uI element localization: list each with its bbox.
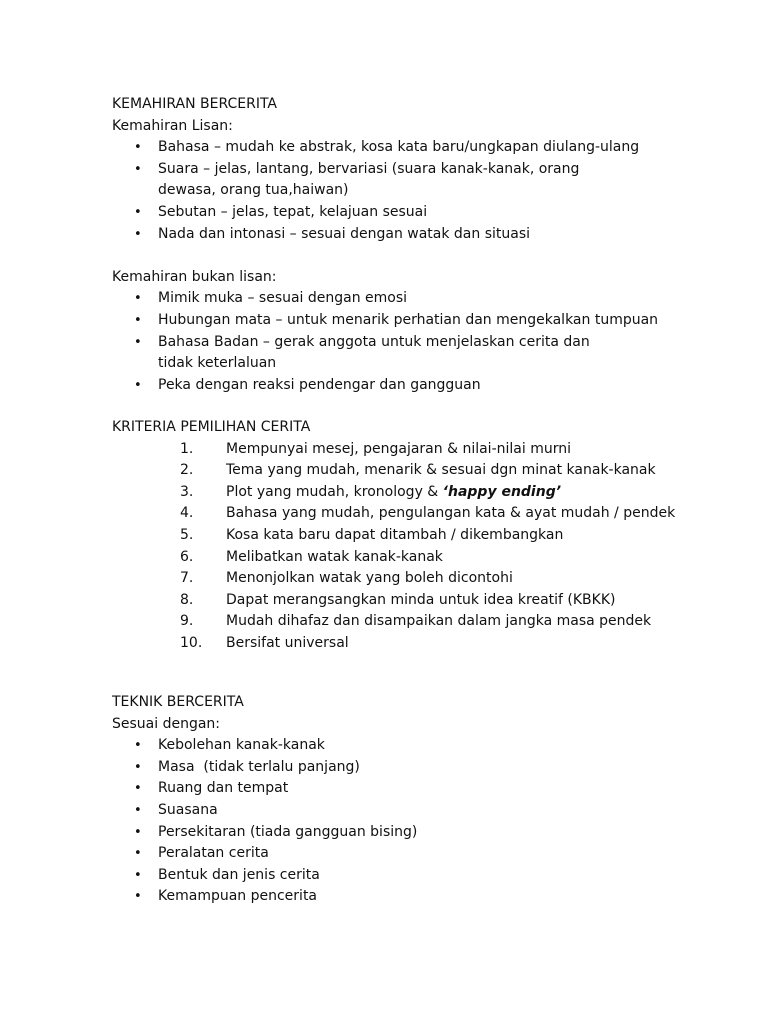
bullet-icon: •	[134, 867, 142, 883]
bullet-icon: •	[134, 204, 142, 220]
numbered-item: 7. Menonjolkan watak yang boleh dicontohi	[180, 570, 513, 587]
lisan-list	[112, 137, 672, 245]
list-item: • Bahasa – mudah ke abstrak, kosa kata baru/ungkapan diulang-ulang	[112, 137, 672, 159]
numbered-item: 10. Bersifat universal	[180, 634, 349, 651]
list-item: • Masa (tidak terlalu panjang)	[112, 757, 672, 779]
bullet-icon: •	[134, 291, 142, 307]
bullet-icon: •	[134, 226, 142, 242]
bullet-icon: •	[134, 781, 142, 797]
section-title: KEMAHIRAN BERCERITA	[112, 96, 277, 112]
bukan-lisan-list	[112, 288, 672, 396]
section-title: KRITERIA PEMILIHAN CERITA	[112, 419, 311, 435]
list-item: • Sebutan – jelas, tepat, kelajuan sesuai	[112, 202, 672, 224]
bullet-icon: •	[134, 312, 142, 328]
section-title: TEKNIK BERCERITA	[112, 694, 244, 710]
bullet-icon: •	[134, 759, 142, 775]
list-item: • Bahasa Badan – gerak anggota untuk menjelaskan cerita dan tidak keterlaluan	[134, 333, 590, 372]
list-item: • Peralatan cerita	[112, 843, 672, 865]
list-item: • Mimik muka – sesuai dengan emosi	[112, 288, 672, 310]
bullet-icon: •	[134, 334, 142, 350]
spacer	[112, 245, 672, 267]
teknik-list	[112, 735, 672, 908]
bullet-icon: •	[134, 802, 142, 818]
list-item: • Kemampuan pencerita	[112, 886, 672, 908]
list-item: • Suara – jelas, lantang, bervariasi (suara kanak-kanak, orang dewasa, orang tua,haiwan)	[134, 160, 580, 199]
numbered-item: 5. Kosa kata baru dapat ditambah / dikembangkan	[180, 526, 564, 543]
bukan-lisan-heading: Kemahiran bukan lisan:	[112, 268, 277, 285]
section-kriteria-pemilihan	[112, 417, 676, 655]
list-item: • Peka dengan reaksi pendengar dan gangguan	[112, 375, 672, 397]
numbered-item: 9. Mudah dihafaz dan disampaikan dalam jangka masa pendek	[180, 613, 652, 630]
section-teknik-bercerita	[112, 692, 672, 908]
list-item: • Nada dan intonasi – sesuai dengan watak dan situasi	[112, 224, 672, 246]
numbered-item: 8. Dapat merangsangkan minda untuk idea kreatif (KBKK)	[180, 591, 616, 608]
happy-ending-emphasis: ‘happy ending’	[442, 483, 562, 500]
bullet-icon: •	[134, 161, 142, 177]
numbered-item: 4. Bahasa yang mudah, pengulangan kata & ayat mudah / pendek	[180, 505, 676, 522]
list-item: • Persekitaran (tiada gangguan bising)	[112, 822, 672, 844]
numbered-item: 6. Melibatkan watak kanak-kanak	[180, 548, 443, 565]
bullet-icon: •	[134, 889, 142, 905]
bullet-icon: •	[134, 140, 142, 156]
bullet-icon: •	[134, 377, 142, 393]
bullet-icon: •	[134, 846, 142, 862]
list-item: • Bentuk dan jenis cerita	[112, 865, 672, 887]
kriteria-list	[112, 439, 676, 655]
list-item: • Kebolehan kanak-kanak	[112, 735, 672, 757]
section-kemahiran-bercerita	[112, 94, 672, 396]
sesuai-heading: Sesuai dengan:	[112, 715, 221, 732]
numbered-item: 3. Plot yang mudah, kronology & ‘happy ending’	[180, 483, 562, 500]
numbered-item: 2. Tema yang mudah, menarik & sesuai dgn minat kanak-kanak	[180, 462, 656, 479]
list-item: • Hubungan mata – untuk menarik perhatian dan mengekalkan tumpuan	[112, 310, 672, 332]
bullet-icon: •	[134, 824, 142, 840]
lisan-heading: Kemahiran Lisan:	[112, 117, 233, 134]
numbered-item: 1. Mempunyai mesej, pengajaran & nilai-nilai murni	[180, 440, 571, 457]
list-item: • Suasana	[112, 800, 672, 822]
bullet-icon: •	[134, 738, 142, 754]
list-item: • Ruang dan tempat	[112, 778, 672, 800]
